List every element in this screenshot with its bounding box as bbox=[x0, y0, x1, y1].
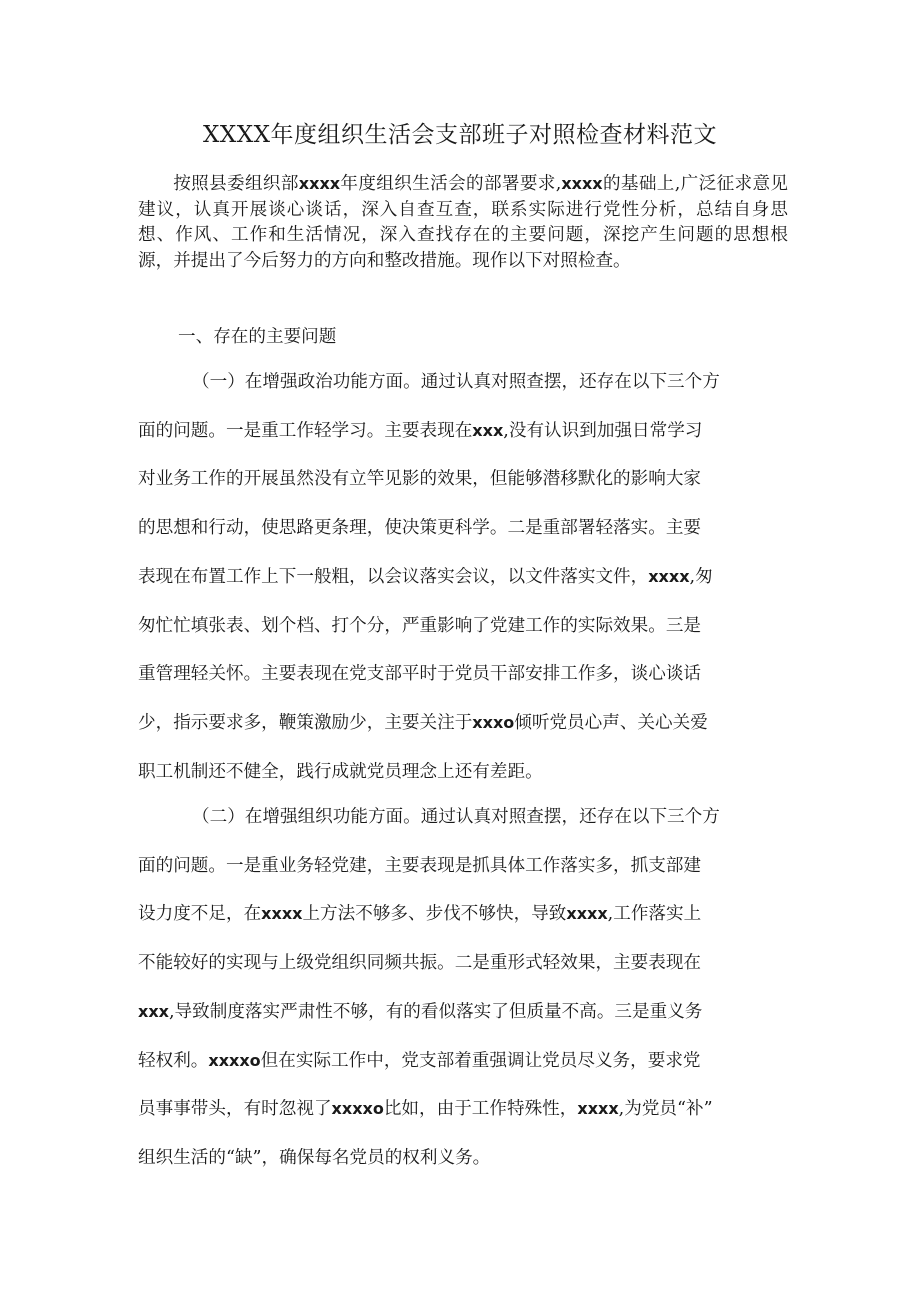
paragraph-line: 匆忙忙填张表、划个档、打个分，严重影响了党建工作的实际效果。三是 bbox=[138, 615, 702, 636]
paragraph-line: 轻权利。xxxxo但在实际工作中，党支部着重强调让党员尽义务，要求党 bbox=[138, 1050, 701, 1071]
paragraph-political-function bbox=[138, 358, 788, 796]
paragraph-line: 少，指示要求多，鞭策激励少，主要关注于xxxo倾听党员心声、关心关爱 bbox=[138, 712, 708, 733]
paragraph-line: 的思想和行动，使思路更条理，使决策更科学。二是重部署轻落实。主要 bbox=[138, 518, 702, 539]
paragraph-line: 面的问题。一是重工作轻学习。主要表现在xxx,没有认识到加强日常学习 bbox=[138, 420, 703, 441]
paragraph-line: 面的问题。一是重业务轻党建，主要表现是抓具体工作落实多，抓支部建 bbox=[138, 855, 702, 876]
paragraph-line: 员事事带头，有时忽视了xxxxo比如，由于工作特殊性，xxxx,为党员“补” bbox=[138, 1099, 713, 1120]
paragraph-line: （二）在增强组织功能方面。通过认真对照查摆，还存在以下三个方 bbox=[192, 807, 720, 827]
paragraph-line: 对业务工作的开展虽然没有立竿见影的效果，但能够潜移默化的影响大家 bbox=[138, 469, 702, 490]
paragraph-line: 职工机制还不健全，践行成就党员理念上还有差距。 bbox=[138, 761, 543, 782]
section-heading-problems: 一、存在的主要问题 bbox=[178, 327, 337, 347]
paragraph-line: 组织生活的“缺”，确保每名党员的权利义务。 bbox=[138, 1147, 491, 1168]
intro-paragraph: 按照县委组织部xxxx年度组织生活会的部署要求,xxxx的基础上,广泛征求意见建议，认真开展谈心谈话，深入自查互查，联系实际进行党性分析，总结自身思想、作风、工作和生活情况，深入查找存在的主要问题，深挖产生问题的思想根源，并提出了今后努力的方向和整改措施。现作以下对照检查。 bbox=[138, 174, 788, 271]
paragraph-line: 表现在布置工作上下一般粗，以会议落实会议，以文件落实文件，xxxx,匆 bbox=[138, 566, 713, 587]
paragraph-line: 重管理轻关怀。主要表现在党支部平时于党员干部安排工作多，谈心谈话 bbox=[138, 664, 702, 685]
paragraph-line: 不能较好的实现与上级党组织同频共振。二是重形式轻效果，主要表现在 bbox=[138, 953, 702, 974]
paragraph-line: 设力度不足，在xxxx上方法不够多、步伐不够快，导致xxxx,工作落实上 bbox=[138, 904, 702, 925]
paragraph-line: （一）在增强政治功能方面。通过认真对照查摆，还存在以下三个方 bbox=[192, 372, 720, 392]
paragraph-line: xxx,导致制度落实严肃性不够，有的看似落实了但质量不高。三是重义务 bbox=[138, 1001, 703, 1022]
paragraph-organization-function bbox=[138, 793, 788, 1183]
document-title: XXXX年度组织生活会支部班子对照检查材料范文 bbox=[203, 122, 717, 148]
